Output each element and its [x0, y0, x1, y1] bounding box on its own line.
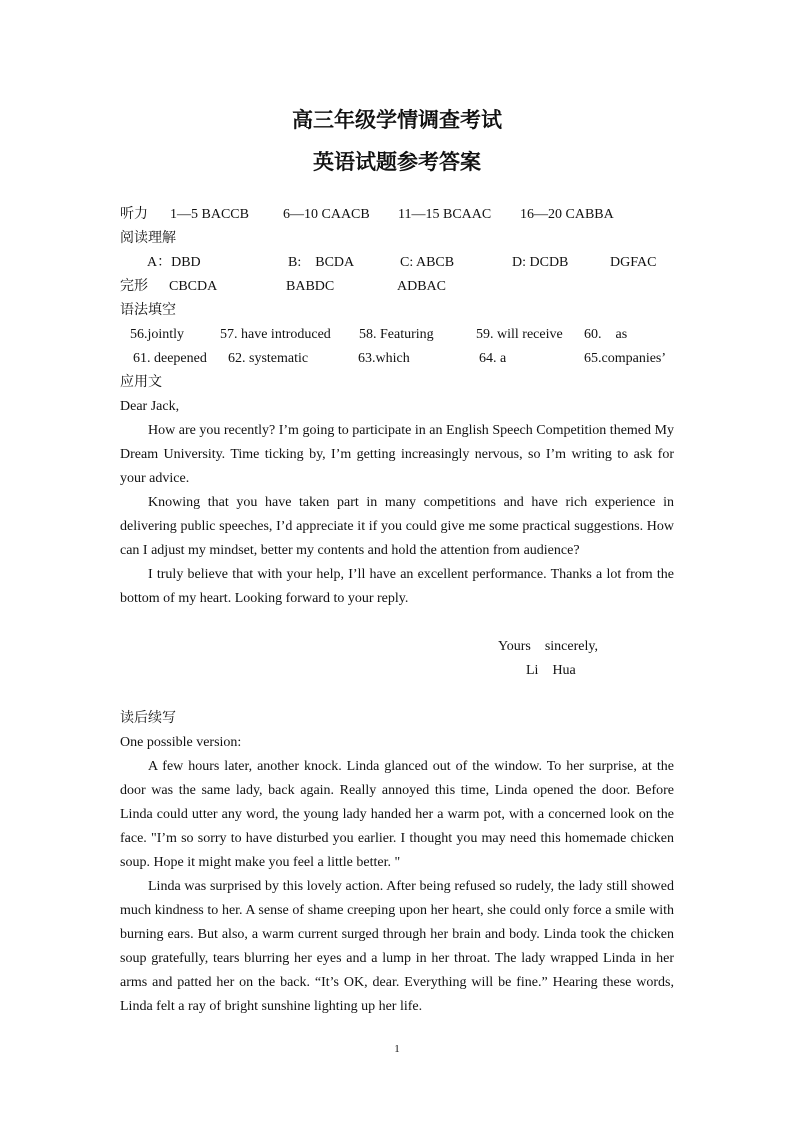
- letter-paragraph: How are you recently? I’m going to participate in an English Speech Competition themed My Dream University. Time ticking by, I’m getting increasingly nervous, so I’m writing to ask for your advice.: [120, 423, 674, 486]
- grammar-answer-57: 57. have introduced: [220, 327, 331, 342]
- page-number: 1: [394, 1043, 400, 1055]
- reading-answers-a: A：DBD: [147, 255, 201, 270]
- page-title-line1: 高三年级学情调查考试: [292, 108, 502, 132]
- letter-paragraph: I truly believe that with your help, I’ll have an excellent performance. Thanks a lot from the bottom of my heart. Looking forward to your reply.: [120, 567, 674, 606]
- cloze-answers-2: BABDC: [286, 279, 335, 294]
- page-title-line2: 英语试题参考答案: [313, 150, 481, 174]
- letter-salutation: Dear Jack,: [120, 399, 180, 414]
- listening-answers-4: 16—20 CABBA: [520, 207, 614, 222]
- continuation-paragraph: Linda was surprised by this lovely action. After being refused so rudely, the lady still showed much kindness to her. A sense of shame creeping upon her heart, she could only force a smile with burning ears. But also, a warm current surged through her brain and body. Linda took the chicken soup gratefully, tears blurring her eyes and a lump in her throat. The lady wrapped Linda in her arms and patted her on the back. “It’s OK, dear. Everything will be fine.” Hearing these words, Linda felt a ray of bright sunshine lighting up her life.: [120, 879, 674, 1014]
- letter-closing: Yours sincerely,: [498, 639, 598, 654]
- reading-answers-d: D: DCDB: [512, 255, 569, 270]
- cloze-label: 完形: [120, 279, 148, 294]
- listening-label: 听力: [120, 207, 148, 222]
- continuation-writing-label: 读后续写: [120, 711, 176, 726]
- grammar-answer-63: 63.which: [358, 351, 410, 366]
- grammar-answer-65: 65.companies’: [584, 351, 667, 366]
- grammar-answer-58: 58. Featuring: [359, 327, 434, 342]
- reading-answers-c: C: ABCB: [400, 255, 455, 270]
- cloze-answers-3: ADBAC: [397, 279, 447, 294]
- grammar-answer-61: 61. deepened: [133, 351, 207, 366]
- practical-writing-label: 应用文: [120, 375, 162, 390]
- reading-answers-b: B: BCDA: [288, 255, 355, 270]
- grammar-label: 语法填空: [120, 303, 176, 318]
- grammar-answer-64: 64. a: [479, 351, 507, 366]
- grammar-answer-60: 60. as: [584, 327, 628, 342]
- letter-paragraph: Knowing that you have taken part in many competitions and have rich experience in delivering public speeches, I’d appreciate it if you could give me some practical suggestions. How can I adjust my mindset, better my contents and hold the attention from audience?: [120, 495, 674, 558]
- grammar-answer-56: 56.jointly: [130, 327, 185, 342]
- cloze-answers-1: CBCDA: [169, 279, 218, 294]
- grammar-answer-62: 62. systematic: [228, 351, 309, 366]
- letter-signature: Li Hua: [526, 663, 576, 678]
- listening-answers-2: 6—10 CAACB: [283, 207, 370, 222]
- continuation-paragraph: A few hours later, another knock. Linda glanced out of the window. To her surprise, at the door was the same lady, back again. Really annoyed this time, Linda opened the door. Before Linda could utter any word, the young lady handed her a warm pot, with a concerned look on the face. "I’m so sorry to have disturbed you earlier. I thought you may need this homemade chicken soup. Hope it might make you feel a little better. ": [120, 759, 674, 870]
- listening-answers-3: 11—15 BCAAC: [398, 207, 492, 222]
- reading-answers-seven-choice: DGFAC: [610, 255, 657, 270]
- reading-label: 阅读理解: [120, 231, 176, 246]
- listening-answers-1: 1—5 BACCB: [170, 207, 249, 222]
- continuation-intro: One possible version:: [120, 735, 242, 750]
- grammar-answer-59: 59. will receive: [476, 327, 563, 342]
